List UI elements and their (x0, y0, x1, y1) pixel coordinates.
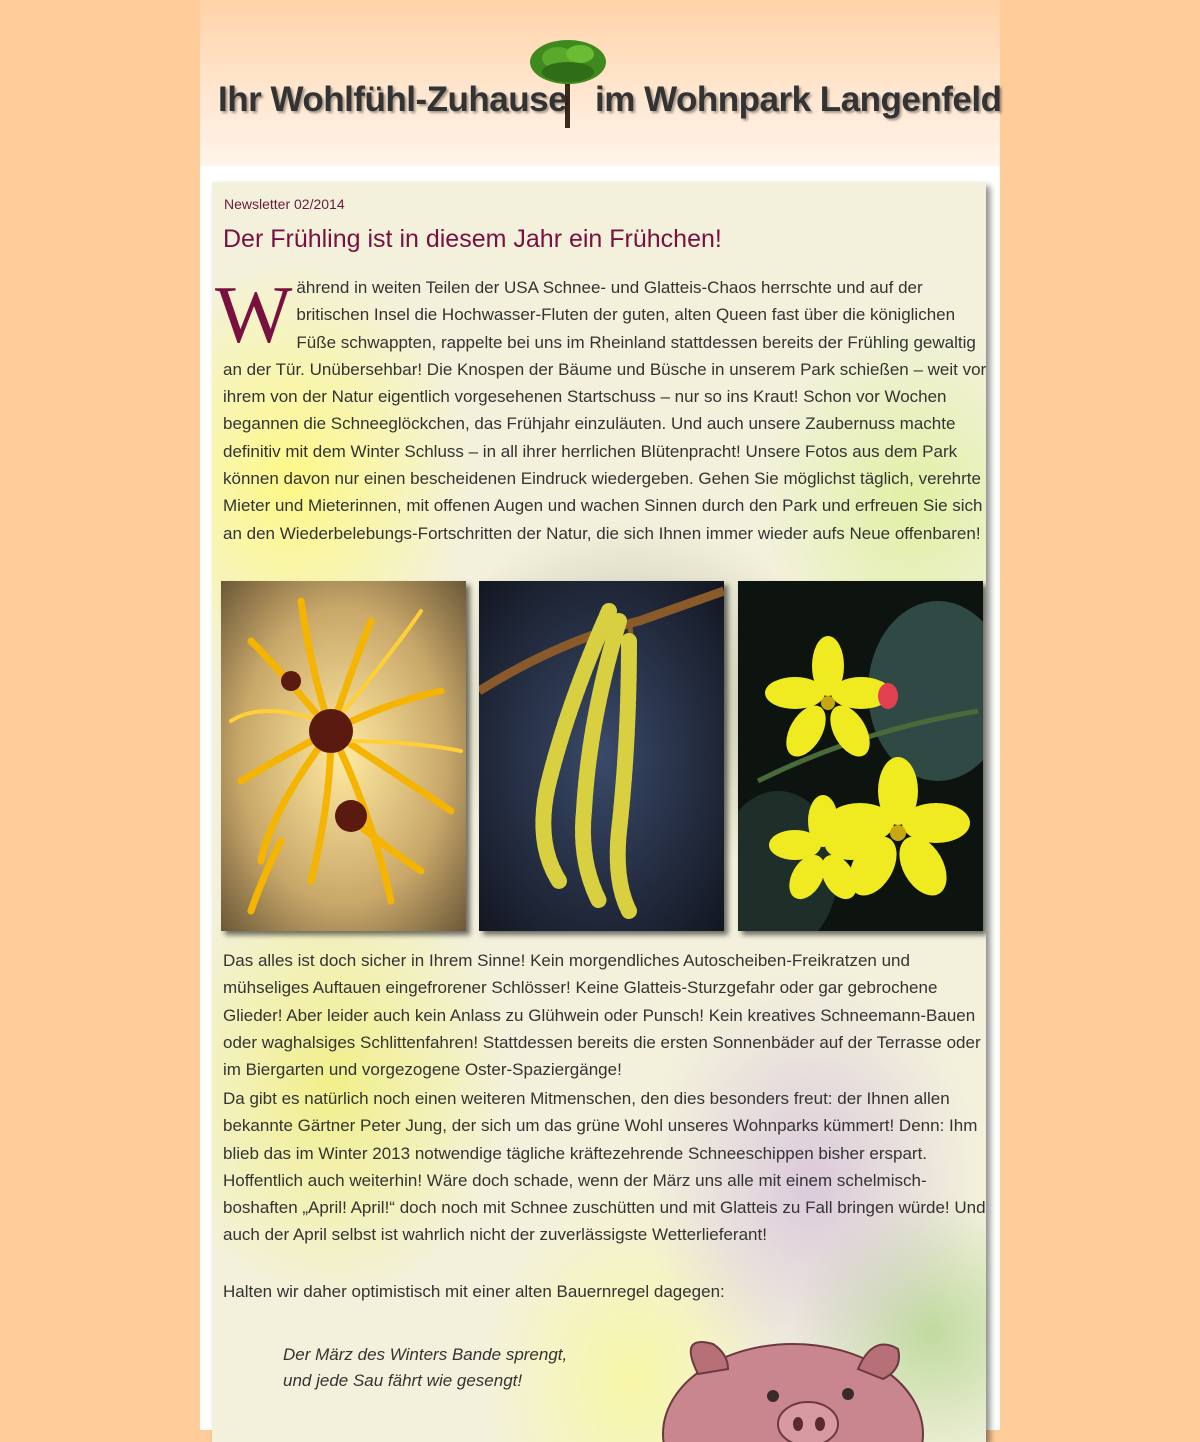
paragraph-2: Das alles ist doch sicher in Ihrem Sinne! Kein morgendliches Autoscheiben-Freikratzen und mühseliges Auftauen eingefrorener Schlösser! Keine Glatteis-Sturzgefahr oder gar gebrochene Glieder! Aber leider auch kein Anlass zu Glühwein oder Punsch! Kein kreatives Schneemann-Bauen oder waghalsiges Schlittenfahren! Stattdessen bereits die ersten Sonnenbäder auf der Terrasse oder im Biergarten und vorgezogene Oster-Spaziergänge! (223, 951, 981, 1080)
photo-gallery (221, 581, 986, 931)
paragraph-3: Da gibt es natürlich noch einen weiteren Mitmenschen, den dies besonders freut: der Ihnen allen bekannte Gärtner Peter Jung, der sich um das grüne Wohl unseres Wohnparks kümmert! Denn: Ihm blieb das im Winter 2013 notwendige tägliche kräftezehrende Schneeschippen bisher erspart. Hoffentlich auch weiterhin! Wäre doch schade, wenn der März uns alle mit einem schelmisch-boshaften „April! April!“ doch noch mit Schnee zuschütten und mit Glatteis zu Fall bringen würde! Und auch der April selbst ist wahrlich nicht der zuverlässigste Wetterlieferant! (223, 1089, 986, 1245)
quote-line-1: Der März des Winters Bande sprengt, (283, 1345, 568, 1364)
intro-paragraph (215, 269, 986, 547)
site-title (218, 80, 1002, 120)
drop-cap: W (215, 269, 293, 360)
headline: Der Frühling ist in diesem Jahr ein Frühchen! (223, 225, 722, 253)
quote-line-2: und jede Sau fährt wie gesengt! (283, 1371, 523, 1390)
newsletter-page (200, 0, 1000, 1430)
header-banner (200, 0, 1000, 166)
paragraph-4: Halten wir daher optimistisch mit einer alten Bauernregel dagegen: (223, 1282, 725, 1301)
photo-witch-hazel (221, 581, 466, 931)
site-title-right: im Wohnpark Langenfeld (595, 80, 1002, 119)
newsletter-issue: Newsletter 02/2014 (224, 196, 345, 212)
newsletter-content (212, 182, 986, 1442)
pig-illustration-icon (658, 1314, 928, 1442)
farmers-rule-quote (283, 1342, 567, 1394)
intro-text: ährend in weiten Teilen der USA Schnee- und Glatteis-Chaos herrschte und auf der britischen Insel die Hochwasser-Fluten der guten, alten Queen fast über die königlichen Füße schwappten, rappelte bei uns im Rheinland stattdessen bereits der Frühling gewaltig an der Tür. Unübersehbar! Die Knospen der Bäume und Büsche in unserem Park schießen – weit vor ihrem von der Natur eigentlich vorgesehenen Startschuss – nur so ins Kraut! Schon vor Wochen begannen die Schneeglöckchen, das Frühjahr einzuläuten. Und auch unsere Zaubernuss machte definitiv mit dem Winter Schluss – in all ihrer herrlichen Blütenpracht! Unsere Fotos aus dem Park können davon nur einen bescheidenen Eindruck wiedergeben. Gehen Sie möglichst täglich, verehrte Mieter und Mieterinnen, mit offenen Augen und wachen Sinnen durch den Park und erfreuen Sie sich an den Wiederbelebungs-Fortschritten der Natur, die sich Ihnen immer wieder aufs Neue offenbaren! (223, 278, 986, 543)
site-title-left: Ihr Wohlfühl-Zuhause (218, 80, 568, 119)
photo-winter-jasmine (738, 581, 983, 931)
photo-hazel-catkins (479, 581, 724, 931)
